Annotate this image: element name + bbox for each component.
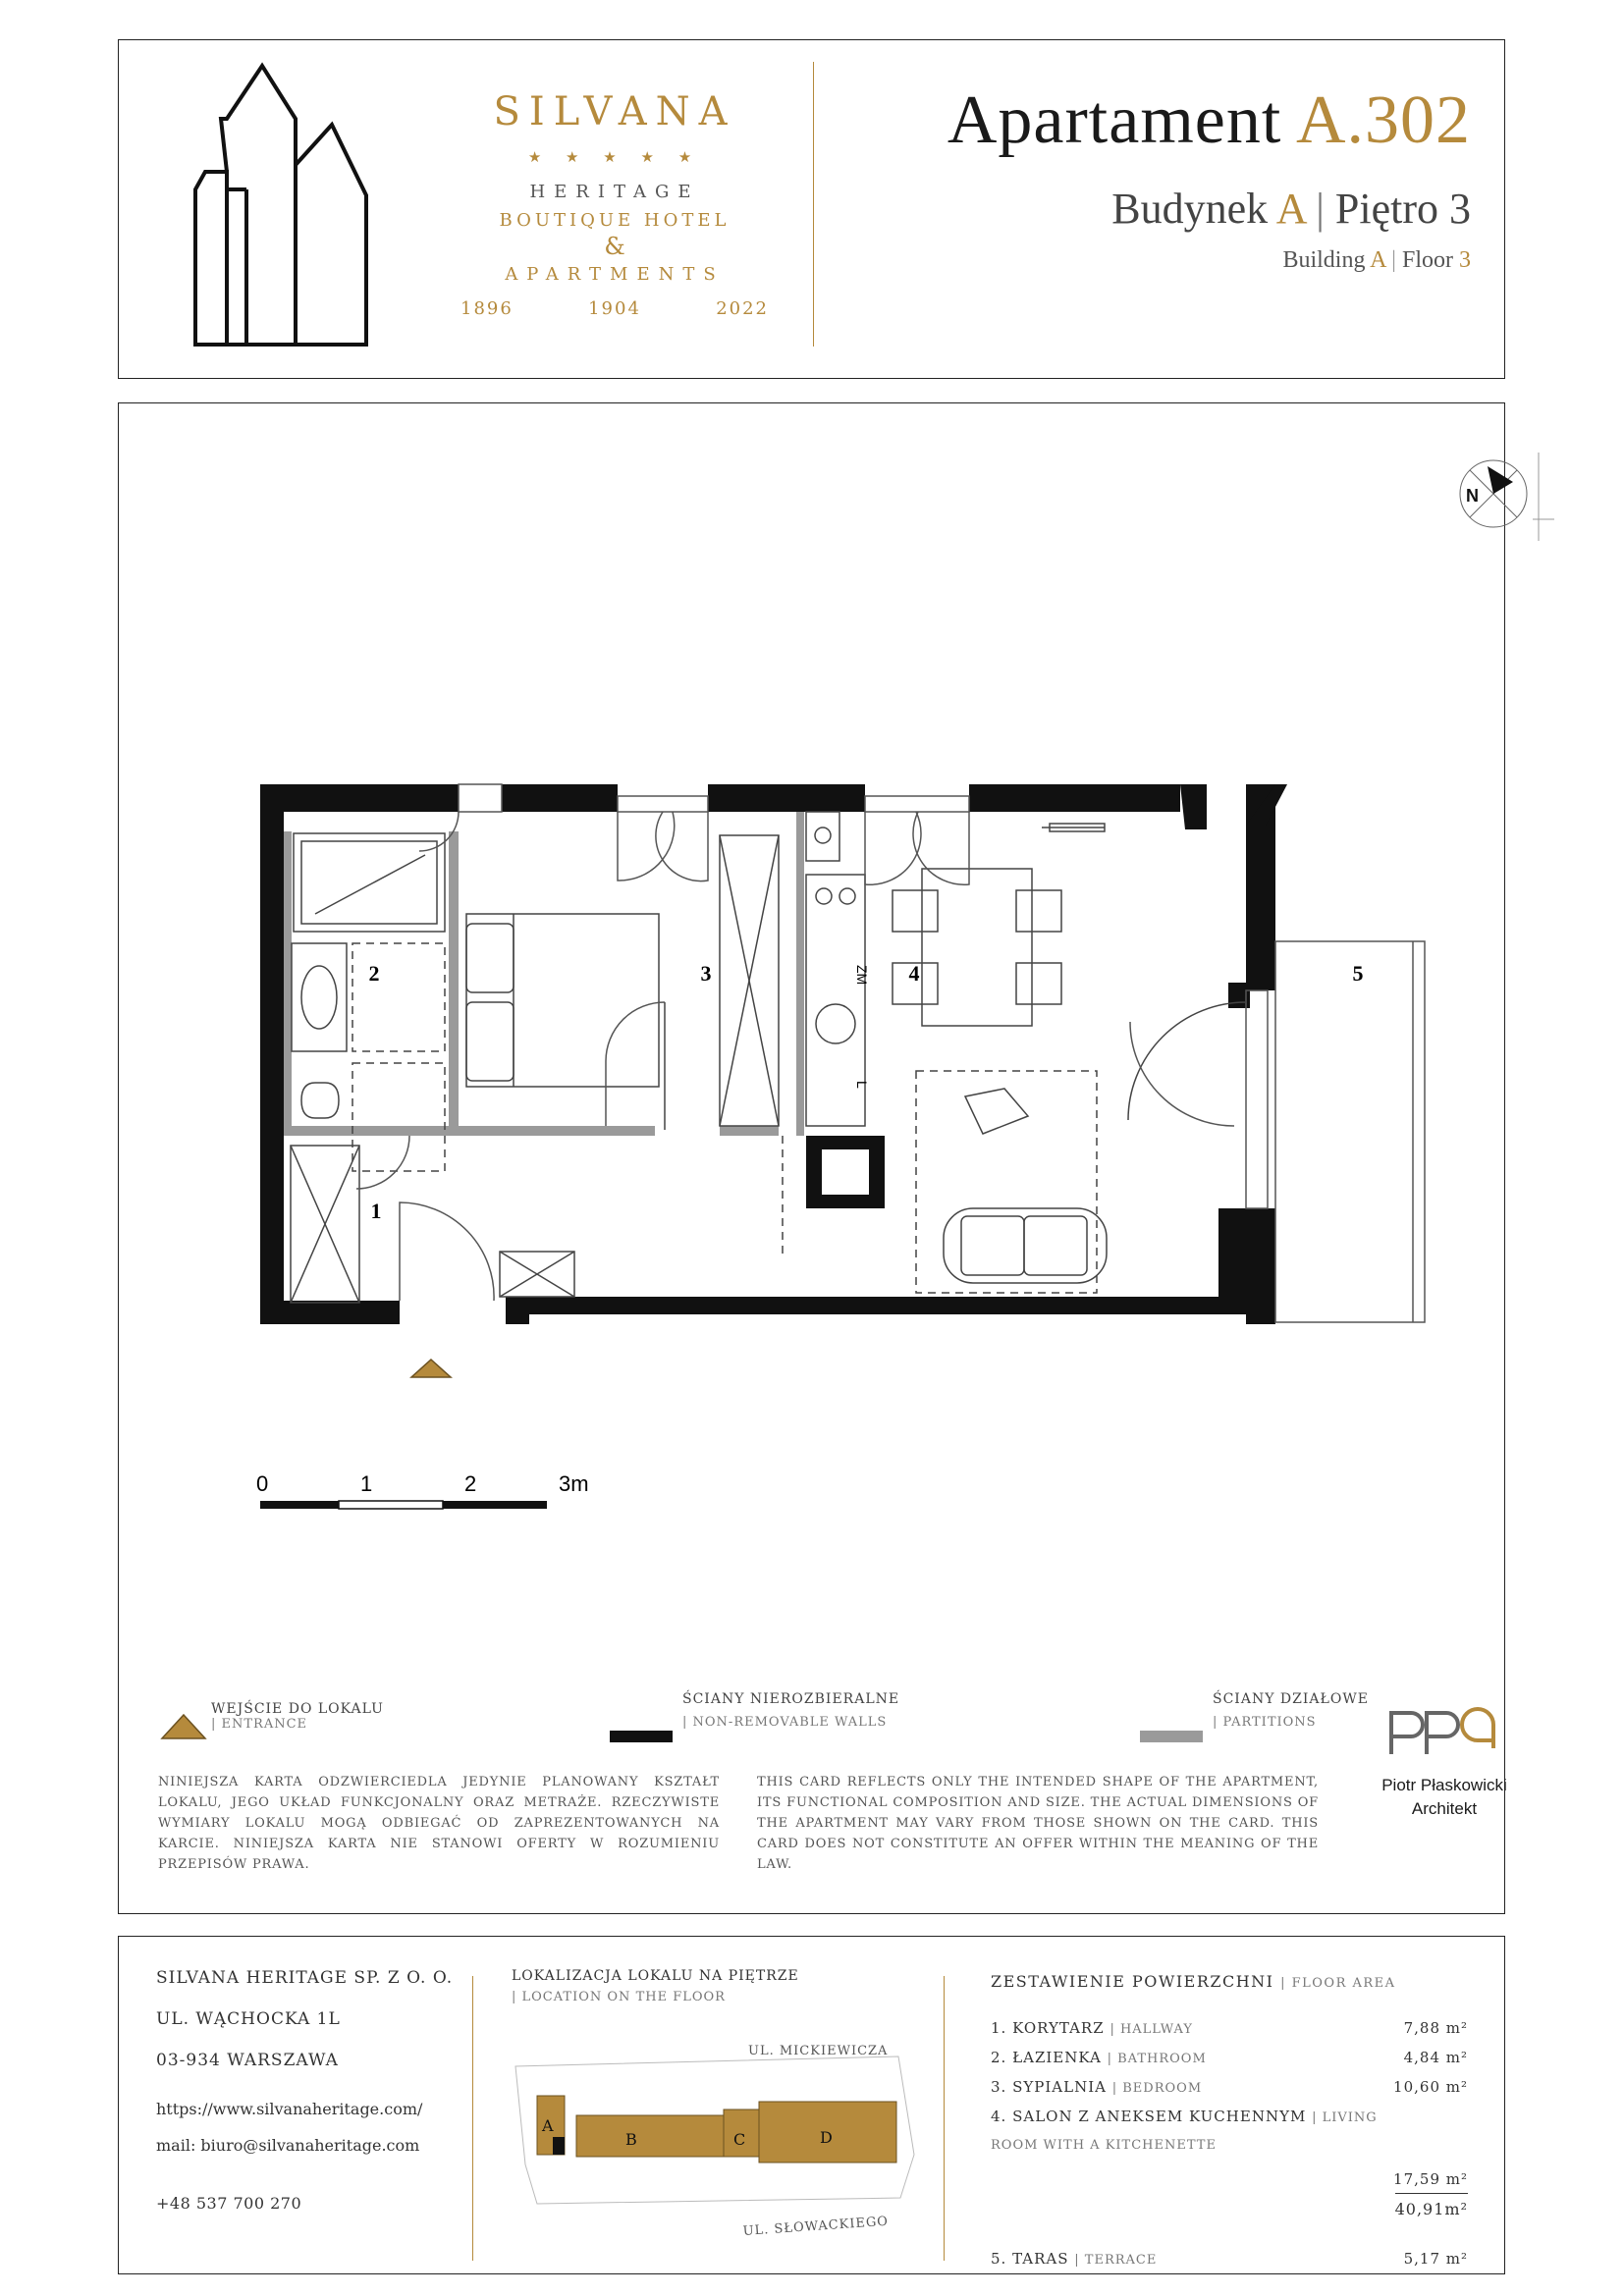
company-phone: +48 537 700 270 (156, 2194, 302, 2213)
brand-boutique: BOUTIQUE HOTEL (499, 210, 731, 231)
building-label: Budynek (1111, 185, 1269, 233)
legend-partitions-pl: ŚCIANY DZIAŁOWE (1213, 1691, 1369, 1707)
sub-floor-num: 3 (1459, 247, 1471, 273)
brand-amp: & (604, 233, 625, 260)
exterior-walls (260, 784, 1287, 1324)
floor-label: Piętro (1334, 185, 1438, 233)
building-blocks (537, 2096, 896, 2163)
legend-walls-en: | NON-REMOVABLE WALLS (682, 1715, 888, 1730)
room-label-2: 2 (368, 961, 380, 986)
company-city: 03-934 WARSZAWA (156, 2051, 339, 2070)
location-title-en: | LOCATION ON THE FLOOR (512, 1990, 726, 2004)
year-3: 2022 (716, 298, 769, 319)
terrace-row (991, 2245, 1468, 2274)
room-label-3: 3 (700, 961, 712, 986)
bedroom-furniture (466, 914, 665, 1130)
area-name-en-2: | BATHROOM (1107, 2052, 1207, 2066)
areas-block (991, 1972, 1468, 2274)
architect-role: Architekt (1411, 1799, 1478, 1818)
dining-set (893, 824, 1105, 1026)
floor-num: 3 (1449, 185, 1471, 233)
wardrobes (291, 835, 779, 1303)
room-label-5: 5 (1352, 961, 1364, 986)
footer-divider-1 (472, 1976, 473, 2261)
architect-logo-icon (1385, 1699, 1503, 1758)
living-furniture (916, 1002, 1246, 1293)
architect-name: Piotr Płaskowicki (1381, 1776, 1507, 1794)
legend-partitions-en: | PARTITIONS (1213, 1715, 1317, 1730)
building-label-b: B (625, 2130, 637, 2149)
legend-entrance-pl: WEJŚCIE DO LOKALU (211, 1701, 384, 1717)
brand-apartments: APARTMENTS (505, 264, 725, 285)
compass-label: N (1466, 486, 1479, 506)
building-code: A (1275, 185, 1306, 233)
legend-walls-pl: ŚCIANY NIEROZBIERALNE (682, 1691, 900, 1707)
title-block (947, 80, 1471, 274)
company-website[interactable]: https://www.silvanaheritage.com/ (156, 2100, 423, 2118)
legend-entrance (211, 1701, 384, 1732)
legend (158, 1691, 1435, 1740)
sub-building-code: A (1370, 247, 1386, 273)
area-value-3: 10,60 m² (1393, 2078, 1468, 2096)
location-title-pl: LOKALIZACJA LOKALU NA PIĘTRZE (512, 1968, 799, 1984)
building-logo-icon (184, 62, 400, 356)
legend-walls (682, 1691, 899, 1730)
apartment-code: A.302 (1295, 82, 1471, 158)
area-name-en-1: | HALLWAY (1110, 2022, 1193, 2037)
brand-heritage: HERITAGE (529, 182, 700, 202)
legend-walls-swatch (610, 1731, 673, 1742)
scale-0: 0 (256, 1471, 269, 1496)
windows (459, 784, 1425, 1322)
street-bottom: UL. SŁOWACKIEGO (742, 2214, 890, 2239)
plan-card (118, 402, 1505, 1914)
disclaimer-pl: NINIEJSZA KARTA ODZWIERCIEDLA JEDYNIE PLANOWANY KSZTAŁT LOKALU, JEGO UKŁAD FUNKCJONALNY ORAZ METRAŻE. RZECZYWISTE WYMIARY LOKALU MOGĄ ODBIEGAĆ OD ZAPREZENTOWANYCH NA KARCIE. NINIEJSZA KARTA NIE STANOWI OFERTY W ROZUMIENIU PRZEPISÓW PRAWA. (158, 1775, 720, 1872)
doors (356, 812, 1234, 1301)
area-row-4 (991, 2103, 1468, 2132)
brand-years (453, 298, 777, 319)
scale-1: 1 (360, 1471, 373, 1496)
entrance-marker-icon (411, 1360, 451, 1377)
company-block (156, 1968, 453, 2213)
header-divider (813, 62, 814, 347)
legend-partitions-swatch (1140, 1731, 1203, 1742)
area-name-2: 2. ŁAZIENKA (991, 2049, 1102, 2066)
areas-title-pl: ZESTAWIENIE POWIERZCHNI (991, 1972, 1274, 1991)
header-card (118, 39, 1505, 379)
area-name-1: 1. KORYTARZ (991, 2019, 1105, 2037)
brand-stars: ★ ★ ★ ★ ★ (527, 148, 702, 166)
footer-divider-2 (944, 1976, 945, 2261)
area-value-2: 4,84 m² (1403, 2049, 1468, 2066)
l-label: L (854, 1081, 870, 1089)
area-name-en-4: | LIVING (1312, 2110, 1378, 2125)
architect-block (1376, 1699, 1513, 1819)
zm-label: ZM (854, 965, 870, 986)
area-row-2 (991, 2044, 1468, 2073)
company-mail[interactable]: mail: biuro@silvanaheritage.com (156, 2136, 420, 2155)
brand-name: SILVANA (493, 89, 736, 134)
area-name-en-4b: ROOM WITH A KITCHENETTE (991, 2138, 1217, 2153)
street-top: UL. MICKIEWICZA (748, 2044, 889, 2058)
area-name-en-3: | BEDROOM (1111, 2081, 1203, 2096)
location-block (512, 1968, 799, 2004)
year-2: 1904 (588, 298, 641, 319)
areas-table (991, 2014, 1468, 2274)
company-street: UL. WĄCHOCKA 1L (156, 2009, 341, 2029)
brand-block (453, 89, 777, 319)
footer-card (118, 1936, 1505, 2274)
area-row-4-value (991, 2165, 1468, 2193)
scale-2: 2 (464, 1471, 477, 1496)
building-label-d: D (820, 2128, 833, 2147)
terrace-value: 5,17 m² (1403, 2250, 1468, 2268)
apartment-title (947, 80, 1471, 162)
area-name-3: 3. SYPIALNIA (991, 2078, 1107, 2096)
legend-entrance-en: | ENTRANCE (211, 1717, 308, 1732)
scale-bar (256, 1471, 589, 1509)
area-value-1: 7,88 m² (1403, 2019, 1468, 2037)
building-label-c: C (733, 2130, 746, 2149)
terrace-name-en: | TERRACE (1074, 2253, 1158, 2268)
legend-partitions (1213, 1691, 1369, 1730)
building-label-a: A (542, 2116, 554, 2135)
room-label-1: 1 (370, 1199, 382, 1223)
room-label-4: 4 (908, 961, 920, 986)
company-name: SILVANA HERITAGE SP. Z O. O. (156, 1968, 454, 1988)
areas-title-en: | FLOOR AREA (1280, 1976, 1396, 1991)
bathroom-fixtures (292, 833, 445, 1171)
scale-3: 3m (559, 1471, 589, 1496)
area-value-4: 17,59 m² (1393, 2170, 1468, 2188)
building-floor-en: Building A | Floor 3 (1282, 247, 1471, 273)
sub-building: Building (1282, 247, 1366, 273)
area-row-4b (991, 2132, 1468, 2160)
building-floor: Budynek A | Piętro 3 (1111, 185, 1471, 233)
area-total: 40,91m² (1395, 2193, 1468, 2223)
disclaimer-en: THIS CARD REFLECTS ONLY THE INTENDED SHAPE OF THE APARTMENT, ITS FUNCTIONAL COMPOSITION AND SIZE. THE ACTUAL DIMENSIONS OF THE APARTMENT MAY VARY FROM THOSE SHOWN ON THE CARD. THIS CARD DOES NOT CONSTITUTE AN OFFER WITHIN THE MEANING OF THE LAW. (757, 1775, 1319, 1872)
kitchen-chimney-inner (822, 1149, 869, 1195)
area-row-1 (991, 2014, 1468, 2044)
legend-entrance-icon (158, 1713, 209, 1742)
location-map (508, 2017, 920, 2263)
floor-plan (119, 403, 1506, 1915)
terrace-name: 5. TARAS (991, 2250, 1069, 2268)
area-row-3 (991, 2073, 1468, 2103)
year-1: 1896 (460, 298, 514, 319)
apartment-label: Apartament (947, 82, 1282, 158)
sub-floor: Floor (1401, 247, 1453, 273)
area-total-row (991, 2193, 1468, 2223)
area-name-4: 4. SALON Z ANEKSEM KUCHENNYM (991, 2108, 1307, 2125)
apartment-marker (553, 2137, 565, 2155)
